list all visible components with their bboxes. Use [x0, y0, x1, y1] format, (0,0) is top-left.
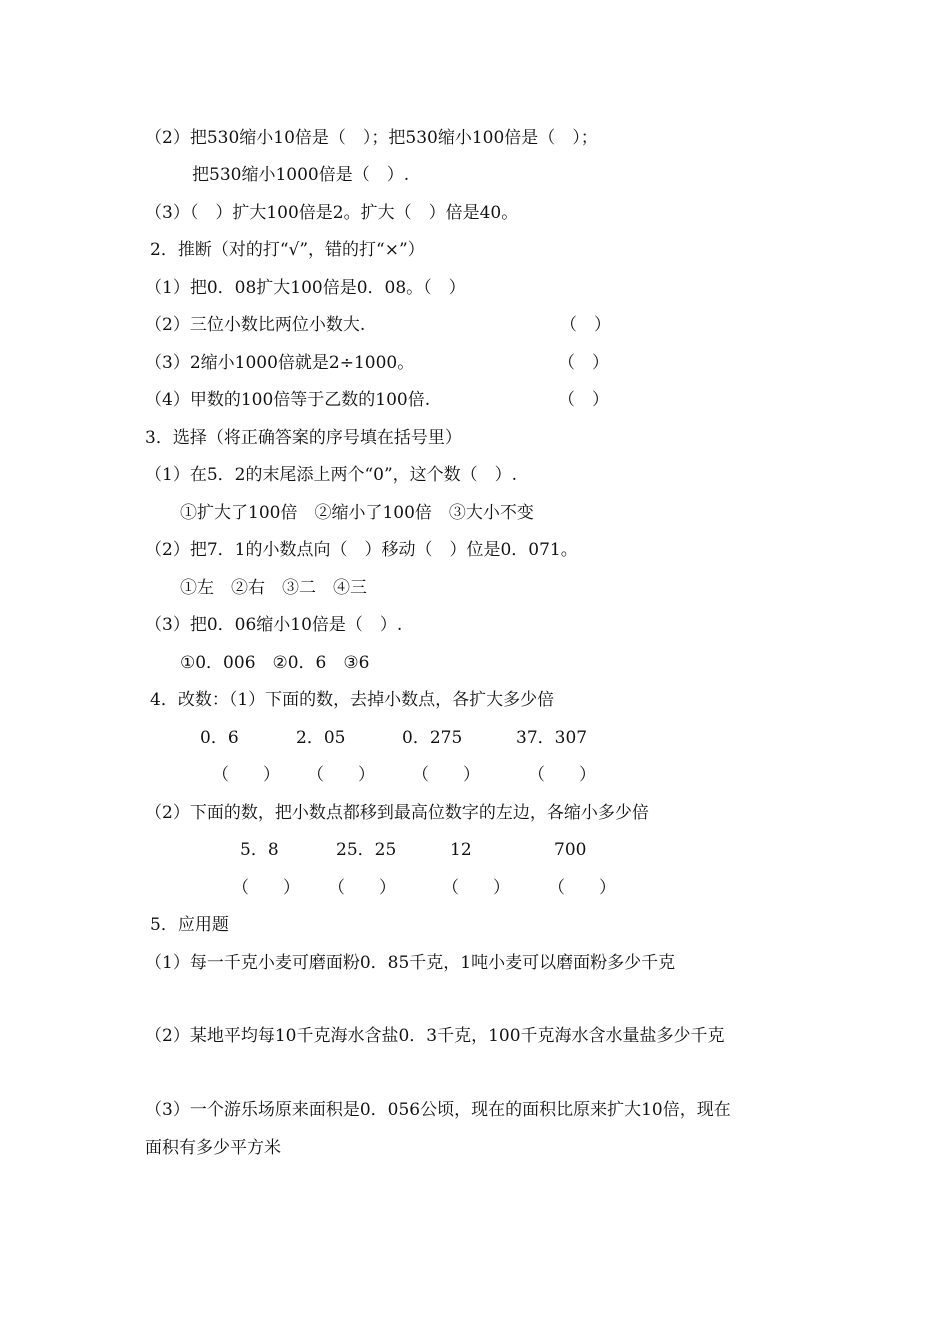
q4-title: 4．改数：（1）下面的数，去掉小数点，各扩大多少倍 [150, 690, 555, 710]
q5-line-3a: （3）一个游乐场原来面积是0．056公顷，现在的面积比原来扩大10倍，现在 [145, 1100, 731, 1120]
q4-number: 12 [450, 840, 472, 860]
q3-line-3: （3）把0．06缩小10倍是（ ）. [145, 615, 403, 635]
q4-answer-paren: （ ） [412, 765, 480, 785]
q4-answer-paren: （ ） [212, 765, 280, 785]
q5-line-2: （2）某地平均每10千克海水含盐0．3千克，100千克海水含水量盐多少千克 [145, 1026, 725, 1046]
q4-number: 0．6 [200, 728, 239, 748]
q3-line-3-options: ①0．006 ②0．6 ③6 [180, 653, 370, 673]
q4-line-2: （2）下面的数，把小数点都移到最高位数字的左边，各缩小多少倍 [145, 803, 649, 823]
q4-answer-paren: （ ） [442, 878, 510, 898]
q5-line-3b: 面积有多少平方米 [145, 1138, 281, 1158]
q1-line-2a: （2）把530缩小10倍是（ ）；把530缩小100倍是（ ）； [145, 128, 598, 148]
q3-line-1-options: ①扩大了100倍 ②缩小了100倍 ③大小不变 [180, 503, 534, 523]
q4-number: 0．275 [402, 728, 463, 748]
q4-number: 2．05 [296, 728, 346, 748]
q2-line-4-answer-paren: （ ） [558, 390, 609, 410]
q2-title: 2．推断（对的打“√”，错的打“×”） [150, 240, 425, 260]
q3-title: 3．选择（将正确答案的序号填在括号里） [145, 428, 462, 448]
q1-line-2b: 把530缩小1000倍是（ ）. [192, 165, 410, 185]
q5-title: 5．应用题 [150, 915, 229, 935]
q4-answer-paren: （ ） [528, 765, 596, 785]
q2-line-1: （1）把0．08扩大100倍是0．08。（ ） [145, 278, 466, 298]
q4-answer-paren: （ ） [548, 878, 616, 898]
q4-number: 700 [554, 840, 587, 860]
q3-line-2: （2）把7．1的小数点向（ ）移动（ ）位是0．071。 [145, 540, 578, 560]
q4-number: 5．8 [240, 840, 279, 860]
q2-line-4: （4）甲数的100倍等于乙数的100倍. [145, 390, 431, 410]
q3-line-1: （1）在5．2的末尾添上两个“0”，这个数（ ）. [145, 465, 518, 485]
q3-line-2-options: ①左 ②右 ③二 ④三 [180, 578, 367, 598]
q4-answer-paren: （ ） [328, 878, 396, 898]
q2-line-3: （3）2缩小1000倍就是2÷1000。 [145, 353, 415, 373]
q4-answer-paren: （ ） [232, 878, 300, 898]
q1-line-3: （3）（ ）扩大100倍是2。扩大（ ）倍是40。 [145, 203, 519, 223]
q4-number: 25．25 [336, 840, 397, 860]
q4-answer-paren: （ ） [307, 765, 375, 785]
q4-number: 37．307 [516, 728, 588, 748]
q2-line-3-answer-paren: （ ） [558, 353, 609, 373]
q2-line-2: （2）三位小数比两位小数大. [145, 315, 366, 335]
q5-line-1: （1）每一千克小麦可磨面粉0．85千克，1吨小麦可以磨面粉多少千克 [145, 953, 676, 973]
q2-line-2-answer-paren: （ ） [560, 315, 611, 335]
